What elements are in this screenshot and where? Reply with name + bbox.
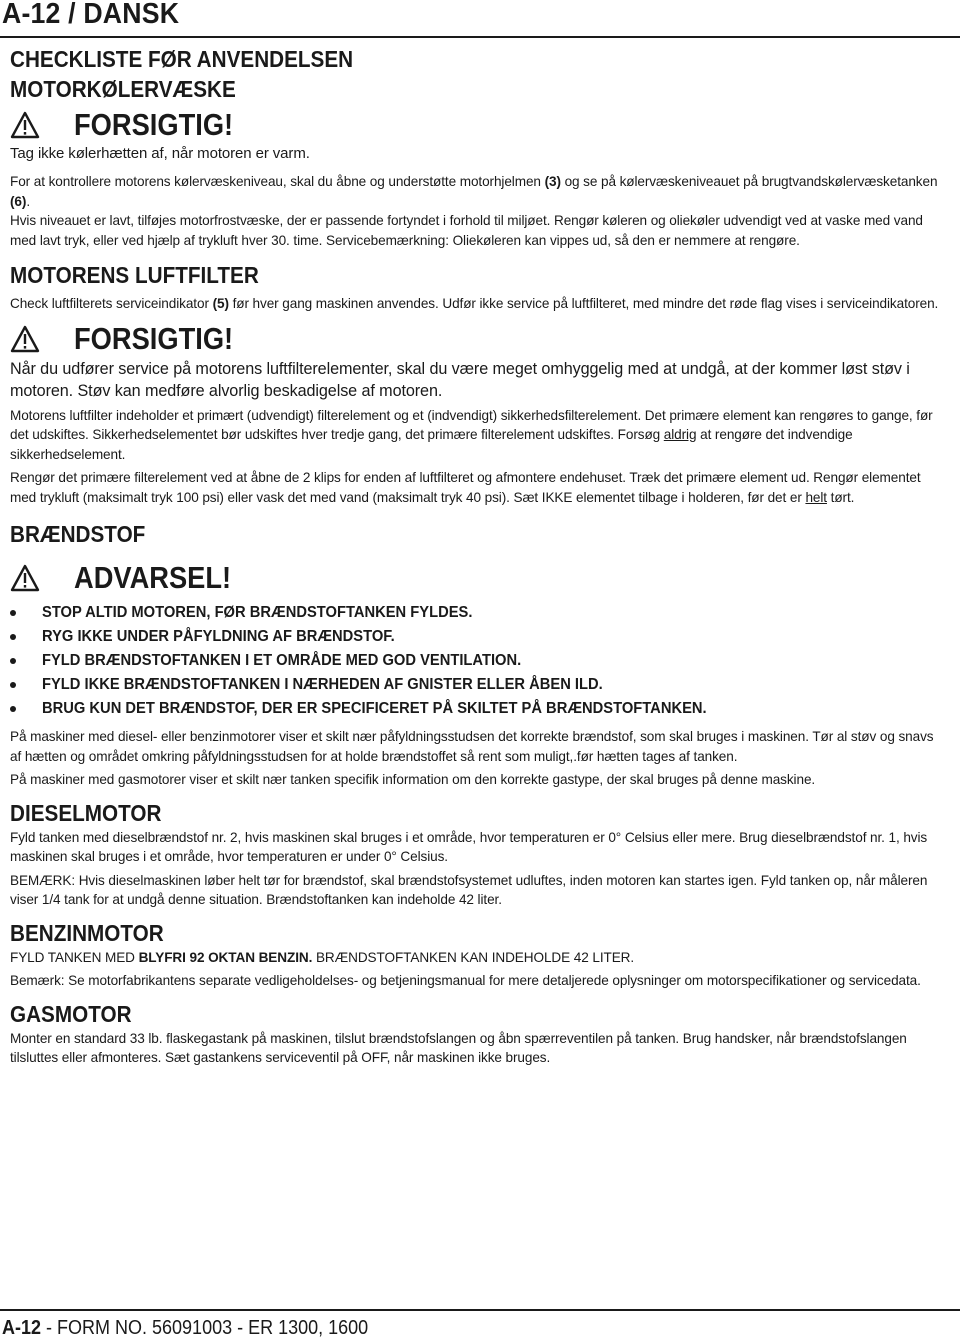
list-item: FYLD IKKE BRÆNDSTOFTANKEN I NÆRHEDEN AF GNISTER ELLER ÅBEN ILD. xyxy=(10,673,946,697)
checklist-heading: CHECKLISTE FØR ANVENDELSEN xyxy=(10,46,354,72)
airfilter-paragraph-3: Rengør det primære filterelement ved at åbne de 2 klips for enden af luftfilteret og afmontere endehuset. Træk det primære element ud. Rengør elementet med trykluft (maksimalt tryk 100 psi) eller vask det med vand (maksimalt tryk 40 psi). Sæt IKKE elementet tilbage i holderen, før det er helt tørt. xyxy=(10,470,921,505)
fuel-paragraph-2: På maskiner med gasmotorer viser et skilt nær tanken specifik information om den korrekte gastype, der skal bruges på denne maskine. xyxy=(10,772,816,787)
list-item: RYG IKKE UNDER PÅFYLDNING AF BRÆNDSTOF. xyxy=(10,625,946,649)
diesel-paragraph-1: Fyld tanken med dieselbrændstof nr. 2, hvis maskinen skal bruges i et område, hvor temperaturen er 0° Celsius eller mere. Brug dieselbrændstof nr. 1, hvis maskinen skal bruges i et område, hvor temperaturen er under 0° Celsius. xyxy=(10,829,928,864)
fuel-warning-title: ADVARSEL! xyxy=(74,560,232,595)
coolant-warning xyxy=(10,106,946,144)
petrol-paragraph-2: Bemærk: Se motorfabrikantens separate vedligeholdelses- og betjeningsmanual for mere detaljerede oplysninger om motorspecifikationer og servicedata. xyxy=(10,973,921,988)
airfilter-paragraph-2: Motorens luftfilter indeholder et primært (udvendigt) filterelement og et (indvendigt) sikkerhedsfilterelement. Det primære element kan rengøres to gange, før det udskiftes. Sikkerhedselementet bør udskiftes hver tredje gang, det primære filterelement udskiftes. Forsøg aldrig at rengøre det indvendige sikkerhedselement. xyxy=(10,407,933,462)
coolant-warning-title: FORSIGTIG! xyxy=(74,107,234,142)
airfilter-paragraph-1: Check luftfilterets serviceindikator (5) før hver gang maskinen anvendes. Udfør ikke service på luftfilteret, med mindre det røde flag vises i serviceindikatoren. xyxy=(10,296,939,311)
petrol-heading: BENZINMOTOR xyxy=(10,919,164,946)
coolant-heading: MOTORKØLERVÆSKE xyxy=(10,76,236,102)
diesel-heading: DIESELMOTOR xyxy=(10,799,162,826)
page-title: A-12 / DANSK xyxy=(2,0,180,30)
footer-form-number: - FORM NO. 56091003 - ER 1300, 1600 xyxy=(41,1317,369,1339)
fuel-heading: BRÆNDSTOF xyxy=(10,521,146,547)
coolant-paragraph-2: Hvis niveauet er lavt, tilføjes motorfrostvæske, der er passende fortyndet i forhold til miljøet. Rengør køleren og oliekøler udvendigt ved at vaske med vand med lavt tryk, eller ved hjælp af trykluft hver 30. time. Servicebemærkning: Oliekøleren kan vippes ud, så den er nemmere at rengøre. xyxy=(10,213,923,248)
diesel-paragraph-2: BEMÆRK: Hvis dieselmaskinen løber helt tør for brændstof, skal brændstofsystemet udluftes, inden motoren kan startes igen. Fyld tanken op, når måleren viser 1/4 tank for at undgå denne situation. Brændstoftanken kan indeholde 42 liter. xyxy=(10,872,928,907)
list-item: BRUG KUN DET BRÆNDSTOF, DER ER SPECIFICERET PÅ SKILTET PÅ BRÆNDSTOFTANKEN. xyxy=(10,697,946,721)
petrol-paragraph-1: FYLD TANKEN MED BLYFRI 92 OKTAN BENZIN. BRÆNDSTOFTANKEN KAN INDEHOLDE 42 LITER. xyxy=(10,949,635,965)
header-rule xyxy=(0,36,960,38)
footer-rule xyxy=(0,1309,960,1311)
list-item: STOP ALTID MOTOREN, FØR BRÆNDSTOFTANKEN FYLDES. xyxy=(10,601,946,625)
warning-triangle-icon xyxy=(10,564,40,592)
fuel-warning-list xyxy=(10,601,946,721)
fuel-warning xyxy=(10,559,946,597)
gas-heading: GASMOTOR xyxy=(10,1000,132,1027)
warning-triangle-icon xyxy=(10,111,40,139)
page-footer xyxy=(2,1317,368,1340)
list-item: FYLD BRÆNDSTOFTANKEN I ET OMRÅDE MED GOD VENTILATION. xyxy=(10,649,946,673)
airfilter-warning xyxy=(10,320,946,358)
footer-page-number: A-12 xyxy=(2,1317,42,1339)
page-content xyxy=(10,44,946,1068)
airfilter-heading: MOTORENS LUFTFILTER xyxy=(10,262,259,288)
warning-triangle-icon xyxy=(10,325,40,353)
coolant-paragraph-1: For at kontrollere motorens kølervæskeniveau, skal du åbne og understøtte motorhjelmen (3) og se på kølervæskeniveauet på brugtvandskølervæsketanken (6). xyxy=(10,174,938,209)
gas-paragraph-1: Monter en standard 33 lb. flaskegastank på maskinen, tilslut brændstofslangen og åbn spærreventilen på tanken. Brug handsker, når brændstofslangen tilsluttes eller afmonteres. Sæt gastankens serviceventil på OFF, når maskinen ikke bruges. xyxy=(10,1030,907,1065)
fuel-paragraph-1: På maskiner med diesel- eller benzinmotorer viser et skilt nær påfyldningsstudsen det korrekte brændstof, som skal bruges i maskinen. Tør al støv og snavs af hætten og området omkring påfyldningsstudsen for at holde brændstoffet så rent som muligt,.før hætten tages af tanken. xyxy=(10,729,934,764)
airfilter-warning-text: Når du udfører service på motorens luftfilterelementer, skal du være meget omhyggelig med at undgå, at der kommer løst støv i motoren. Støv kan medføre alvorlig beskadigelse af motoren. xyxy=(10,359,910,400)
page-header xyxy=(0,0,960,34)
airfilter-warning-title: FORSIGTIG! xyxy=(74,320,234,356)
coolant-warning-text: Tag ikke kølerhætten af, når motoren er varm. xyxy=(10,145,310,162)
